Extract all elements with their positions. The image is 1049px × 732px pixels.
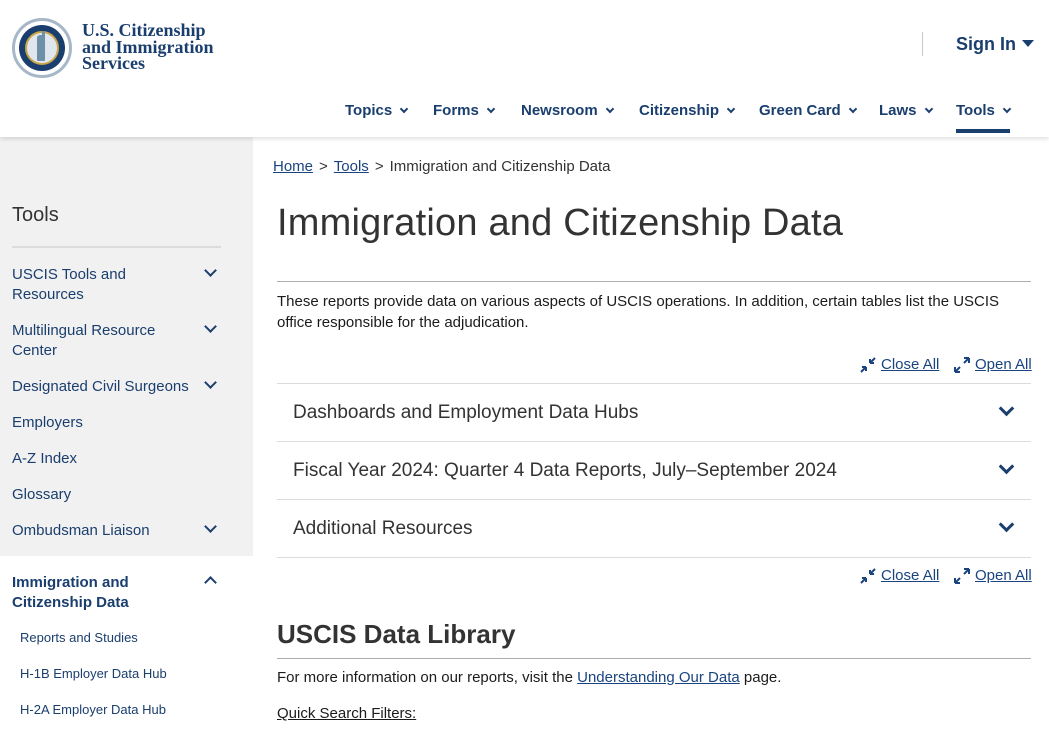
nav-tools-label: Tools <box>956 102 995 119</box>
breadcrumb-separator: > <box>374 158 384 175</box>
nav-topics[interactable] <box>345 102 407 119</box>
sidebar-item-glossary[interactable]: Glossary <box>12 486 72 503</box>
close-all-label: Close All <box>881 356 940 373</box>
sign-in-button[interactable] <box>956 34 1034 55</box>
accordion-dashboards[interactable] <box>277 383 1031 441</box>
nav-forms-label: Forms <box>433 102 479 119</box>
sidebar-item-employers[interactable]: Employers <box>12 414 83 431</box>
sidebar-item-multilingual[interactable]: Multilingual Resource Center <box>12 322 156 359</box>
close-all-link[interactable] <box>881 356 939 373</box>
accordion-label: Dashboards and Employment Data Hubs <box>293 402 639 423</box>
nav-forms[interactable] <box>433 102 494 119</box>
chevron-down-icon <box>605 105 613 113</box>
title-divider <box>277 281 1031 282</box>
accordion-controls-bottom <box>858 567 1034 587</box>
nav-laws[interactable] <box>879 102 932 119</box>
intro-text: These reports provide data on various aspects of USCIS operations. In addition, certain tables list the USCIS office responsible for the adjudication. <box>277 293 1000 331</box>
open-all-label: Open All <box>975 567 1032 584</box>
chevron-down-icon <box>924 105 932 113</box>
chevron-down-icon <box>999 401 1015 417</box>
collapse-icon <box>860 357 876 373</box>
library-divider <box>277 658 1031 659</box>
breadcrumb <box>273 158 611 175</box>
expand-icon <box>954 357 970 373</box>
nav-topics-label: Topics <box>345 102 393 119</box>
main-nav <box>0 102 1049 132</box>
page-title: Immigration and Citizenship Data <box>277 202 844 244</box>
close-all-label: Close All <box>881 567 940 584</box>
chevron-down-icon <box>999 459 1015 475</box>
more-info-prefix: For more information on our reports, visit the <box>277 669 573 686</box>
nav-citizenship[interactable] <box>639 102 734 119</box>
nav-laws-label: Laws <box>879 102 917 119</box>
accordion-label: Fiscal Year 2024: Quarter 4 Data Reports, July–September 2024 <box>293 460 837 481</box>
accordion-controls-top <box>858 356 1034 376</box>
header-divider <box>922 32 923 56</box>
sidebar-item-civil-surgeons[interactable]: Designated Civil Surgeons <box>12 378 189 395</box>
breadcrumb-tools[interactable]: Tools <box>333 158 369 175</box>
uscis-seal-logo[interactable] <box>12 18 72 78</box>
accordion-additional-resources[interactable] <box>277 499 1031 557</box>
more-info-text <box>277 669 781 686</box>
nav-green-card-label: Green Card <box>759 102 841 119</box>
caret-down-icon <box>1022 40 1034 47</box>
chevron-down-icon <box>848 105 856 113</box>
nav-tools[interactable] <box>956 102 1010 119</box>
understanding-our-data-link[interactable]: Understanding Our Data <box>577 669 740 686</box>
chevron-down-icon <box>727 105 735 113</box>
chevron-down-icon <box>999 517 1015 533</box>
chevron-down-icon <box>1003 105 1011 113</box>
sign-in-label: Sign In <box>956 34 1016 54</box>
more-info-suffix: page. <box>743 669 782 686</box>
sidebar-subitem-reports[interactable]: Reports and Studies <box>20 630 138 645</box>
breadcrumb-current: Immigration and Citizenship Data <box>389 158 611 175</box>
open-all-label: Open All <box>975 356 1032 373</box>
accordion-label: Additional Resources <box>293 518 473 539</box>
nav-newsroom-label: Newsroom <box>521 102 598 119</box>
sidebar-subitem-h1b[interactable]: H-1B Employer Data Hub <box>20 666 167 681</box>
accordion-fy2024-q4[interactable] <box>277 441 1031 499</box>
logo-line-1: U.S. Citizenship <box>82 20 206 40</box>
site-header <box>0 0 1049 137</box>
chevron-down-icon <box>400 105 408 113</box>
quick-search-filters[interactable]: Quick Search Filters: <box>277 705 417 722</box>
sidebar-item-uscis-tools[interactable]: USCIS Tools and Resources <box>12 266 126 303</box>
breadcrumb-home[interactable]: Home <box>273 158 314 175</box>
collapse-icon <box>860 568 876 584</box>
sidebar-subitem-h2a[interactable]: H-2A Employer Data Hub <box>20 702 166 717</box>
accordion-bottom-border <box>277 557 1031 558</box>
nav-citizenship-label: Citizenship <box>639 102 720 119</box>
nav-newsroom[interactable] <box>521 102 613 119</box>
close-all-link[interactable] <box>881 567 939 584</box>
nav-green-card[interactable] <box>759 102 856 119</box>
sidebar-title: Tools <box>12 204 59 226</box>
logo-line-2: and Immigration <box>82 36 214 57</box>
open-all-link[interactable] <box>975 567 1032 584</box>
chevron-down-icon <box>487 105 495 113</box>
sidebar-item-a-z-index[interactable]: A-Z Index <box>12 450 78 467</box>
uscis-wordmark[interactable] <box>82 22 214 72</box>
logo-line-3: Services <box>82 53 145 73</box>
open-all-link[interactable] <box>975 356 1032 373</box>
sidebar-title-divider <box>12 246 221 248</box>
data-library-heading: USCIS Data Library <box>277 619 516 649</box>
sidebar-item-ombudsman[interactable]: Ombudsman Liaison <box>12 522 150 539</box>
breadcrumb-separator: > <box>319 158 328 175</box>
sidebar-item-immigration-data[interactable]: Immigration and Citizenship Data <box>12 574 129 611</box>
expand-icon <box>954 568 970 584</box>
